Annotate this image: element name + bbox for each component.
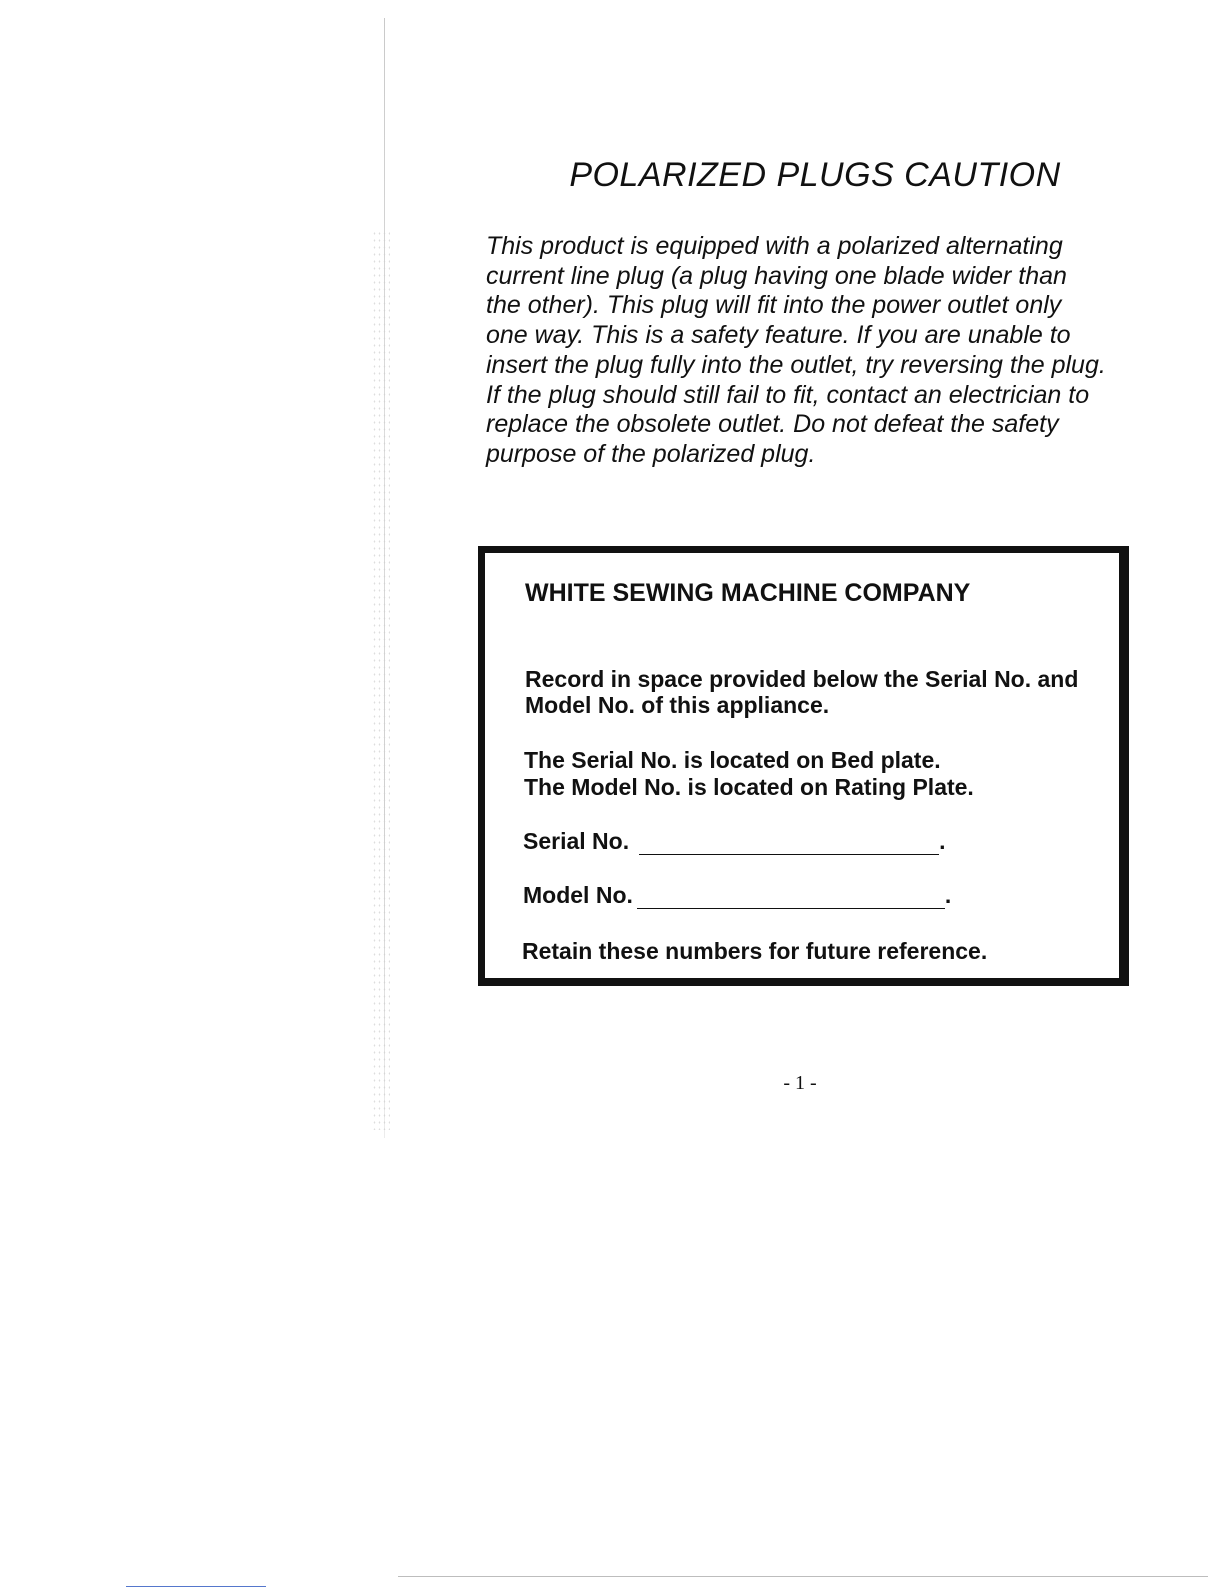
serial-number-label: Serial No. <box>523 828 630 854</box>
scan-speckle <box>372 230 390 1130</box>
serial-number-row <box>523 828 946 855</box>
retain-note: Retain these numbers for future reference. <box>522 938 988 964</box>
serial-number-period: . <box>939 828 946 854</box>
caution-line: one way. This is a safety feature. If you are unable to <box>486 321 1071 350</box>
serial-location-note: The Serial No. is located on Bed plate. <box>524 747 941 773</box>
caution-line: current line plug (a plug having one blade wider than <box>486 261 1067 290</box>
model-number-blank[interactable] <box>637 886 945 909</box>
serial-record-box <box>478 546 1129 986</box>
caution-paragraph <box>486 232 1166 470</box>
record-instruction-line-1: Record in space provided below the Serial No. and <box>525 666 1079 692</box>
caution-line: the other). This plug will fit into the power outlet only <box>486 291 1062 320</box>
model-number-row <box>523 882 951 909</box>
record-instruction-line-2: Model No. of this appliance. <box>525 692 830 718</box>
page-number: - 1 - <box>783 1072 817 1094</box>
caution-line: insert the plug fully into the outlet, try reversing the plug. <box>486 350 1106 379</box>
bottom-scan-edge <box>398 1576 1208 1577</box>
model-location-note: The Model No. is located on Rating Plate. <box>524 774 974 800</box>
page-title: POLARIZED PLUGS CAUTION <box>569 156 1061 194</box>
serial-number-blank[interactable] <box>639 832 939 855</box>
model-number-period: . <box>944 882 952 908</box>
caution-line: This product is equipped with a polarized alternating <box>486 232 1063 260</box>
company-name: WHITE SEWING MACHINE COMPANY <box>525 579 971 607</box>
model-number-label: Model No. <box>523 882 633 908</box>
caution-line: purpose of the polarized plug. <box>486 439 816 468</box>
caution-line: If the plug should still fail to fit, contact an electrician to <box>486 380 1090 409</box>
caution-line: replace the obsolete outlet. Do not defeat the safety <box>486 410 1059 439</box>
